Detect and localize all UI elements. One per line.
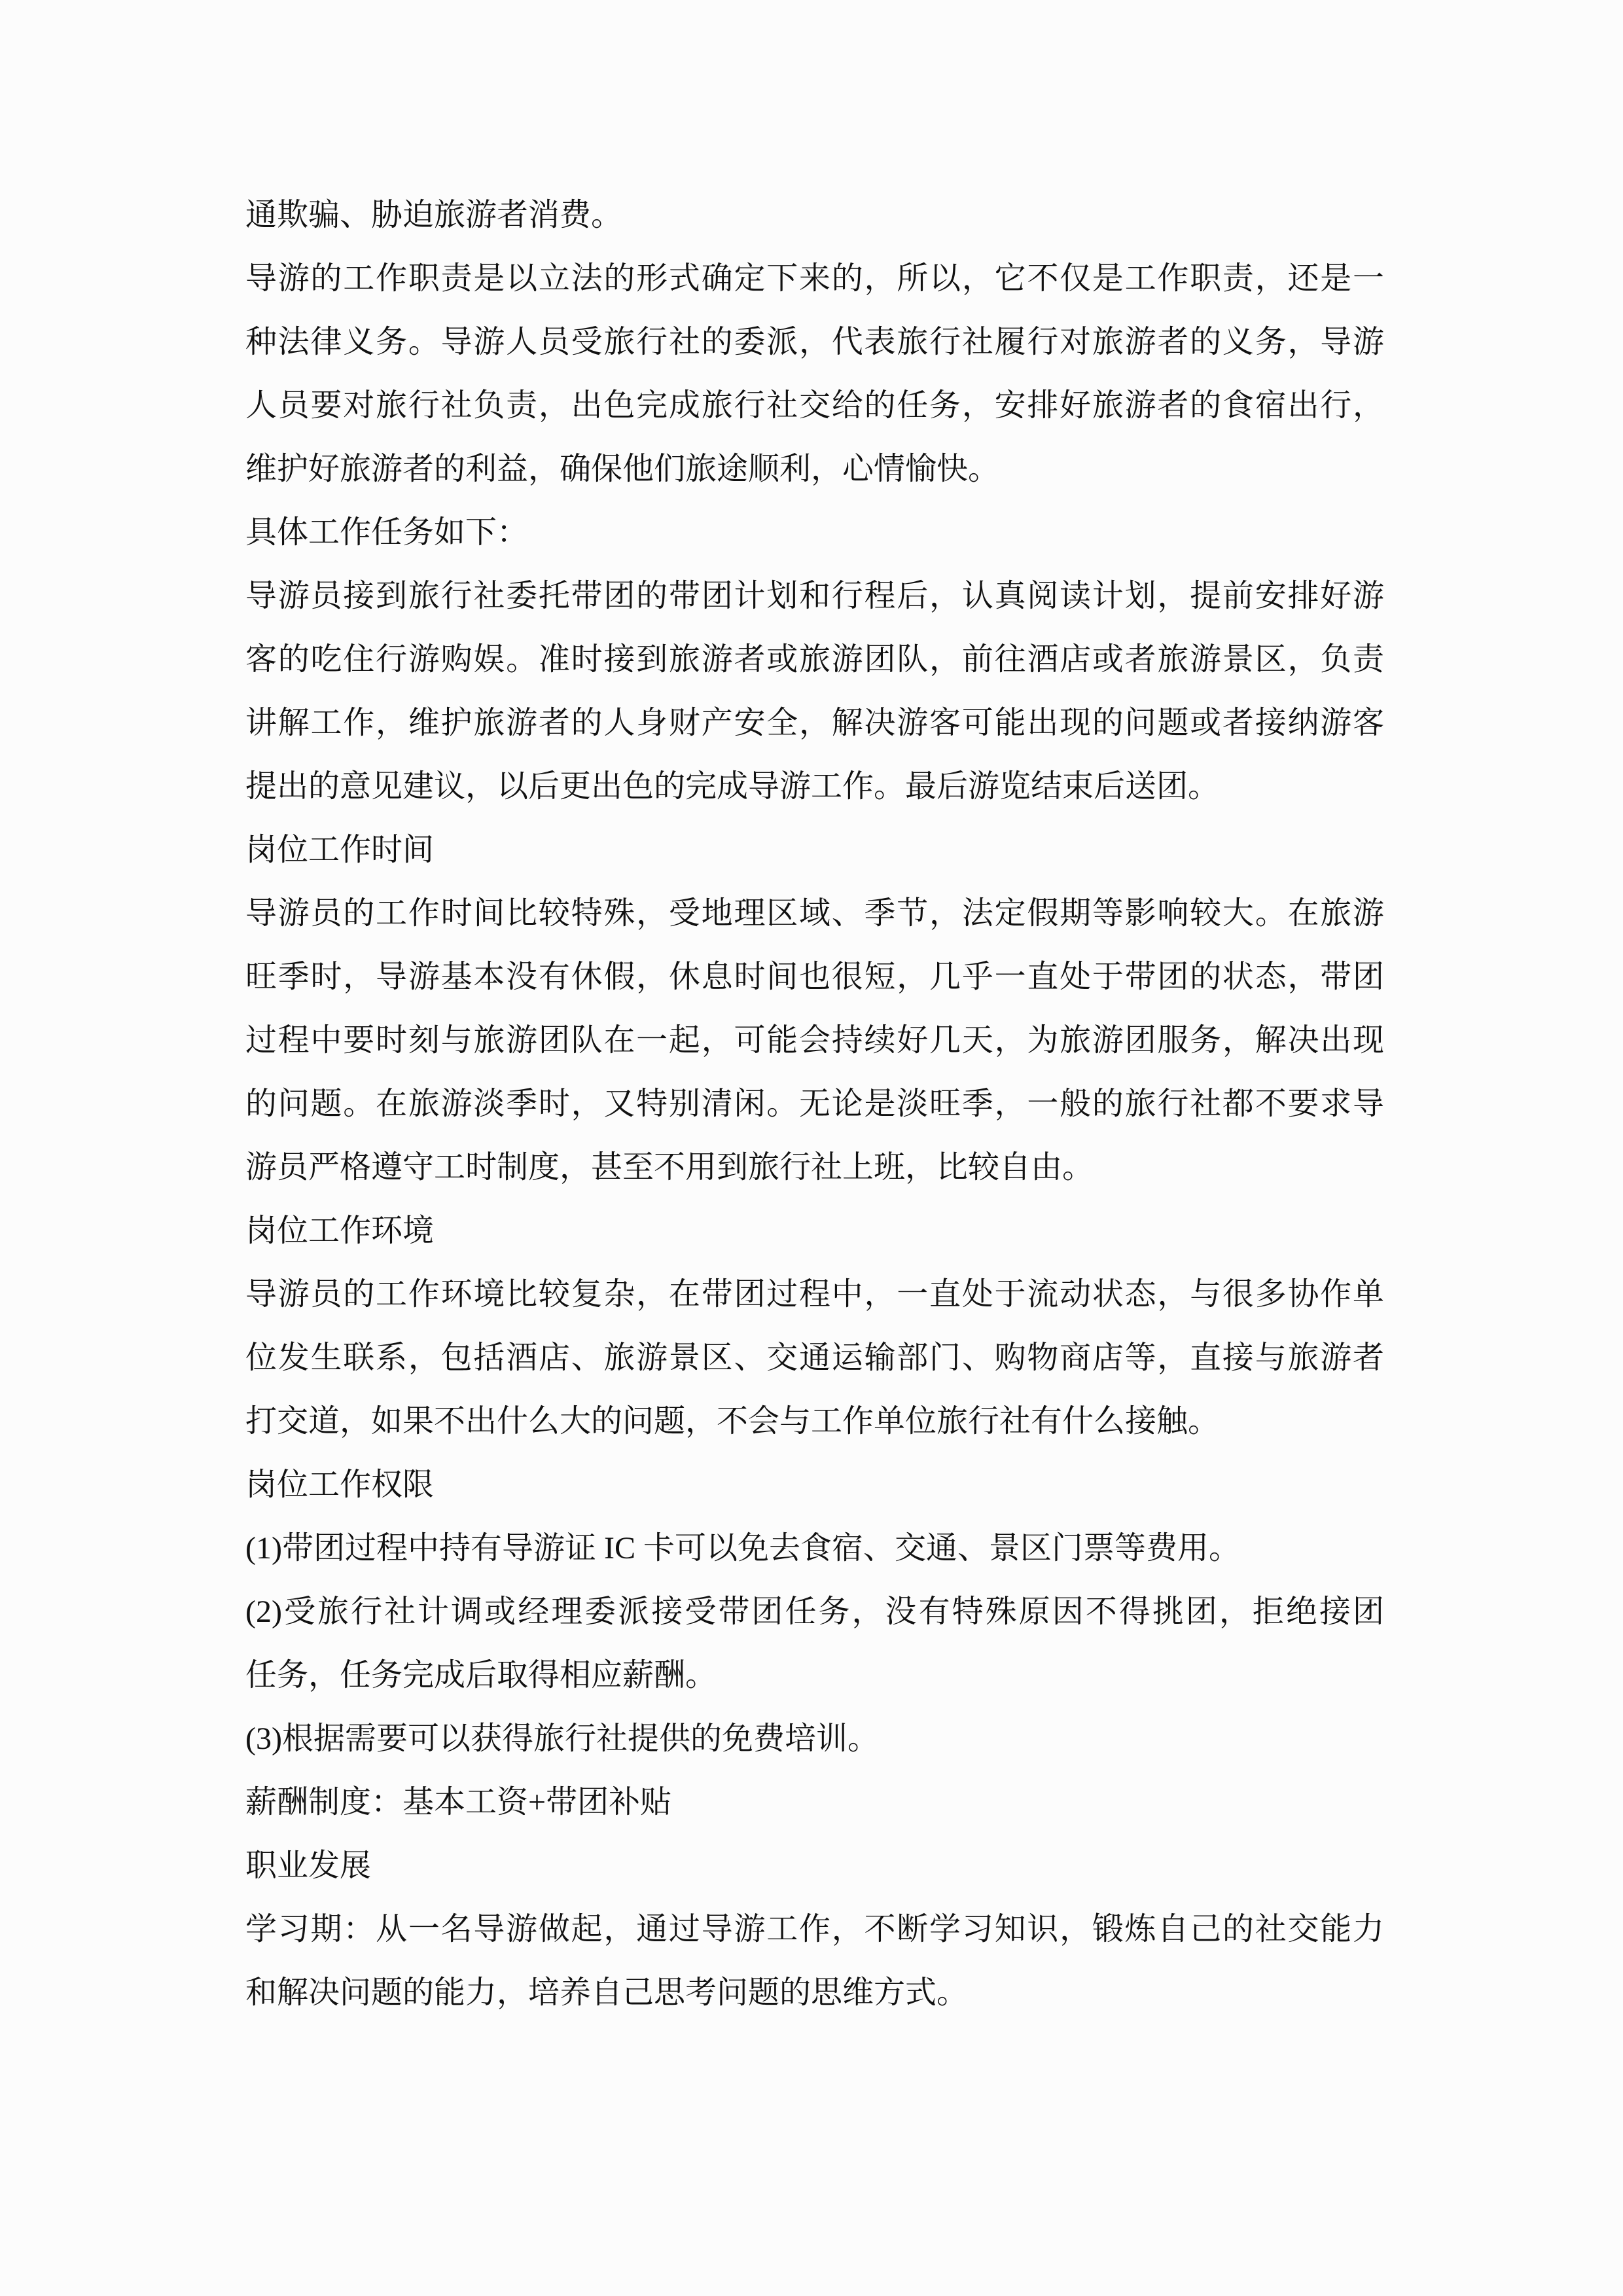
text-line: (1)带团过程中持有导游证 IC 卡可以免去食宿、交通、景区门票等费用。: [245, 1531, 1240, 1566]
text-line: 和解决问题的能力，培养自己思考问题的思维方式。: [245, 1975, 969, 2010]
text-line: 岗位工作环境: [245, 1213, 435, 1248]
text-line: 具体工作任务如下：: [245, 515, 529, 550]
text-line: 过程中要时刻与旅游团队在一起，可能会持续好几天，为旅游团服务，解决出现: [245, 1023, 1384, 1058]
text-line: 任务，任务完成后取得相应薪酬。: [245, 1658, 717, 1693]
text-line: 通欺骗、胁迫旅游者消费。: [245, 198, 623, 232]
text-line: 导游的工作职责是以立法的形式确定下来的，所以，它不仅是工作职责，还是一: [245, 261, 1384, 296]
text-line: 维护好旅游者的利益，确保他们旅途顺利，心情愉快。: [245, 452, 1000, 486]
text-line: 学习期：从一名导游做起，通过导游工作，不断学习知识，锻炼自己的社交能力: [245, 1912, 1384, 1946]
text-line: 导游员的工作环境比较复杂，在带团过程中，一直处于流动状态，与很多协作单: [245, 1277, 1384, 1312]
text-line: (3)根据需要可以获得旅行社提供的免费培训。: [245, 1721, 879, 1756]
text-line: 岗位工作权限: [245, 1467, 435, 1502]
text-line: 人员要对旅行社负责，出色完成旅行社交给的任务，安排好旅游者的食宿出行，: [245, 388, 1384, 423]
text-line: 旺季时，导游基本没有休假，休息时间也很短，几乎一直处于带团的状态，带团: [245, 960, 1384, 994]
text-line: (2)受旅行社计调或经理委派接受带团任务，没有特殊原因不得挑团，拒绝接团: [245, 1594, 1384, 1629]
text-line: 的问题。在旅游淡季时，又特别清闲。无论是淡旺季，一般的旅行社都不要求导: [245, 1086, 1384, 1121]
text-line: 薪酬制度：基本工资+带团补贴: [245, 1785, 672, 1820]
text-line: 位发生联系，包括酒店、旅游景区、交通运输部门、购物商店等，直接与旅游者: [245, 1340, 1384, 1375]
text-line: 职业发展: [245, 1848, 372, 1883]
text-line: 岗位工作时间: [245, 833, 435, 867]
text-line: 导游员的工作时间比较特殊，受地理区域、季节，法定假期等影响较大。在旅游: [245, 896, 1384, 931]
text-line: 种法律义务。导游人员受旅行社的委派，代表旅行社履行对旅游者的义务，导游: [245, 325, 1384, 359]
text-block: [245, 183, 1384, 2024]
text-line: 提出的意见建议，以后更出色的完成导游工作。最后游览结束后送团。: [245, 769, 1220, 804]
text-line: 导游员接到旅行社委托带团的带团计划和行程后，认真阅读计划，提前安排好游: [245, 579, 1384, 613]
text-line: 打交道，如果不出什么大的问题，不会与工作单位旅行社有什么接触。: [245, 1404, 1220, 1439]
text-line: 客的吃住行游购娱。准时接到旅游者或旅游团队，前往酒店或者旅游景区，负责: [245, 642, 1384, 677]
text-line: 游员严格遵守工时制度，甚至不用到旅行社上班，比较自由。: [245, 1150, 1094, 1185]
text-line: 讲解工作，维护旅游者的人身财产安全，解决游客可能出现的问题或者接纳游客: [245, 706, 1384, 740]
